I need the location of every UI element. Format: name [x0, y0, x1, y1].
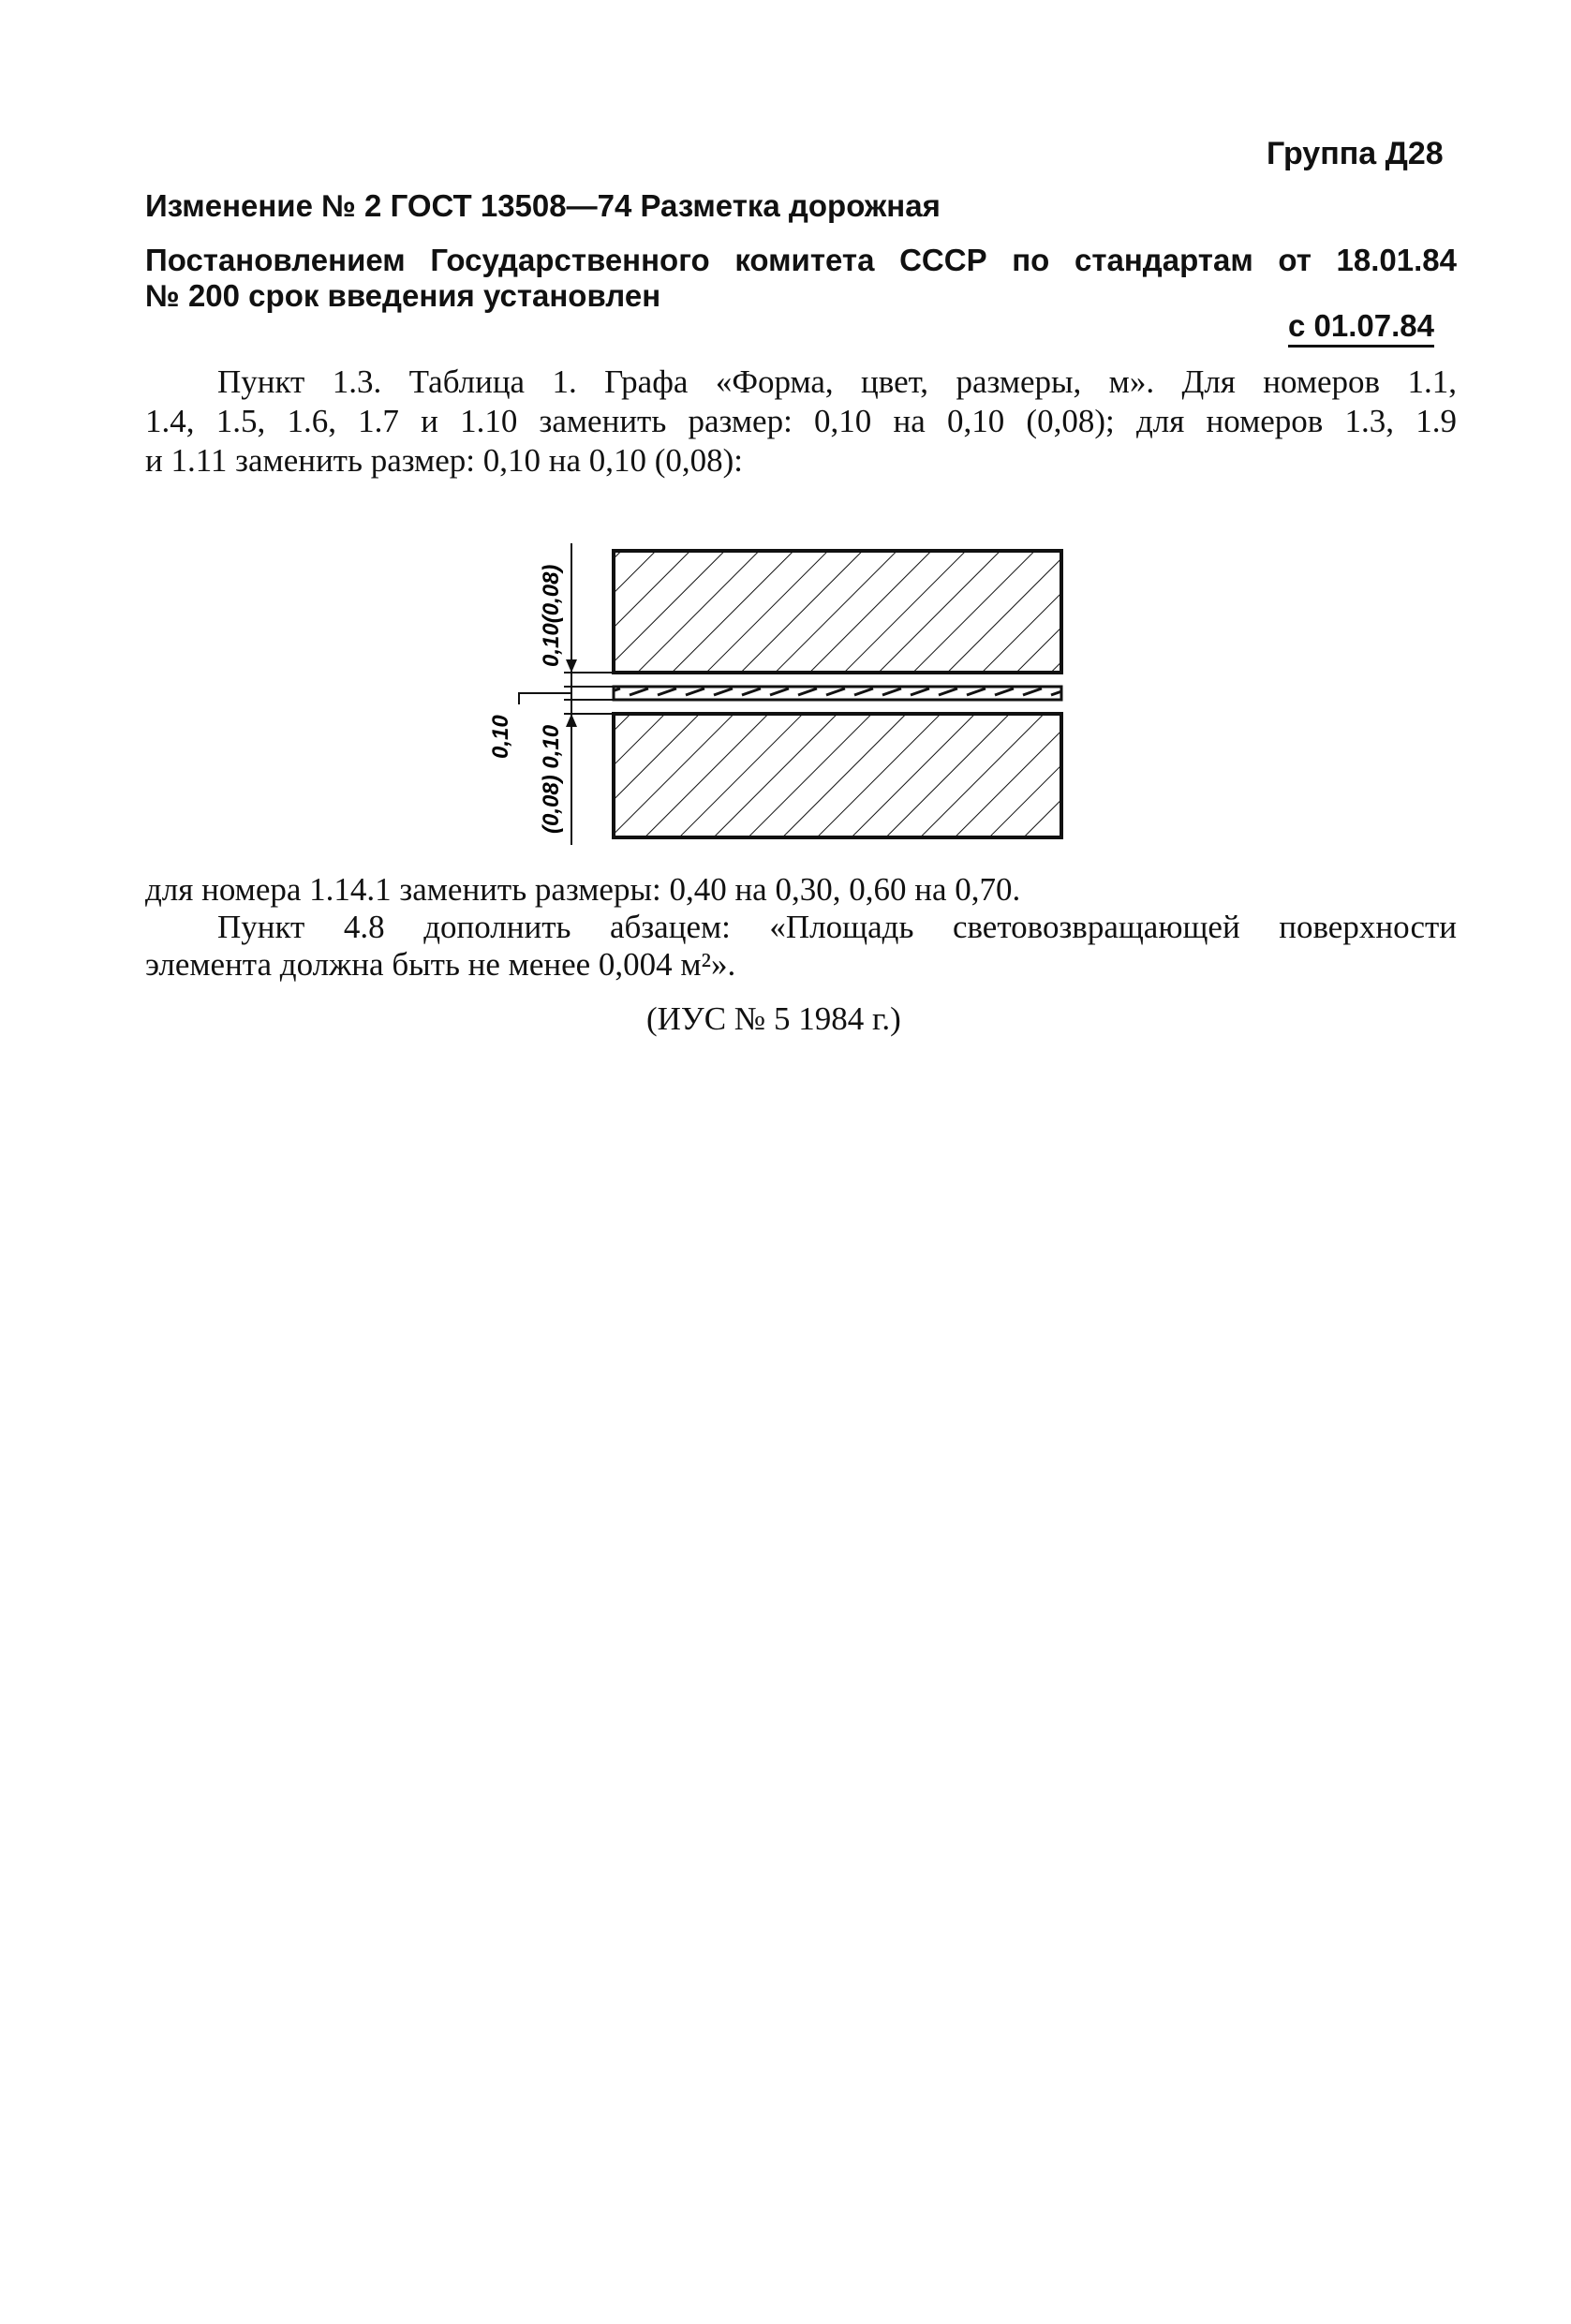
paragraph-3-line-2: элемента должна быть не менее 0,004 м²». — [145, 946, 736, 983]
effective-date-text: с 01.07.84 — [1288, 308, 1434, 348]
dimension-label-gap: 0,10 — [488, 715, 513, 759]
group-label: Группа Д28 — [1267, 136, 1444, 171]
top-marking-block — [614, 551, 1061, 673]
paragraph-1-line-3: и 1.11 заменить размер: 0,10 на 0,10 (0,08): — [145, 442, 744, 479]
arrow-up-icon — [566, 714, 577, 727]
paragraph-1-line-2: 1.4, 1.5, 1.6, 1.7 и 1.10 заменить размер: 0,10 на 0,10 (0,08); для номеров 1.3, 1.9 — [145, 403, 1457, 439]
decree-line-1: Постановлением Государственного комитета СССР по стандартам от 18.01.84 — [145, 243, 1457, 277]
decree-line-2: № 200 срок введения установлен — [145, 278, 661, 313]
bottom-marking-block — [614, 714, 1061, 837]
paragraph-2: для номера 1.14.1 заменить размеры: 0,40 на 0,30, 0,60 на 0,70. — [145, 871, 1021, 908]
source-reference: (ИУС № 5 1984 г.) — [646, 1000, 901, 1037]
arrow-down-icon — [566, 659, 577, 673]
dimension-label-top: 0,10(0,08) — [539, 564, 564, 667]
middle-marking-strip — [614, 687, 1061, 700]
dimension-label-bottom: (0,08) 0,10 — [539, 724, 564, 834]
paragraph-1-line-1: Пункт 1.3. Таблица 1. Графа «Форма, цвет, размеры, м». Для номеров 1.1, — [217, 363, 1457, 400]
marking-figure — [459, 506, 1096, 852]
effective-date — [1288, 305, 1434, 347]
paragraph-3-line-1: Пункт 4.8 дополнить абзацем: «Площадь световозвращающей поверхности — [217, 909, 1457, 945]
document-title: Изменение № 2 ГОСТ 13508—74 Разметка дорожная — [145, 188, 941, 223]
